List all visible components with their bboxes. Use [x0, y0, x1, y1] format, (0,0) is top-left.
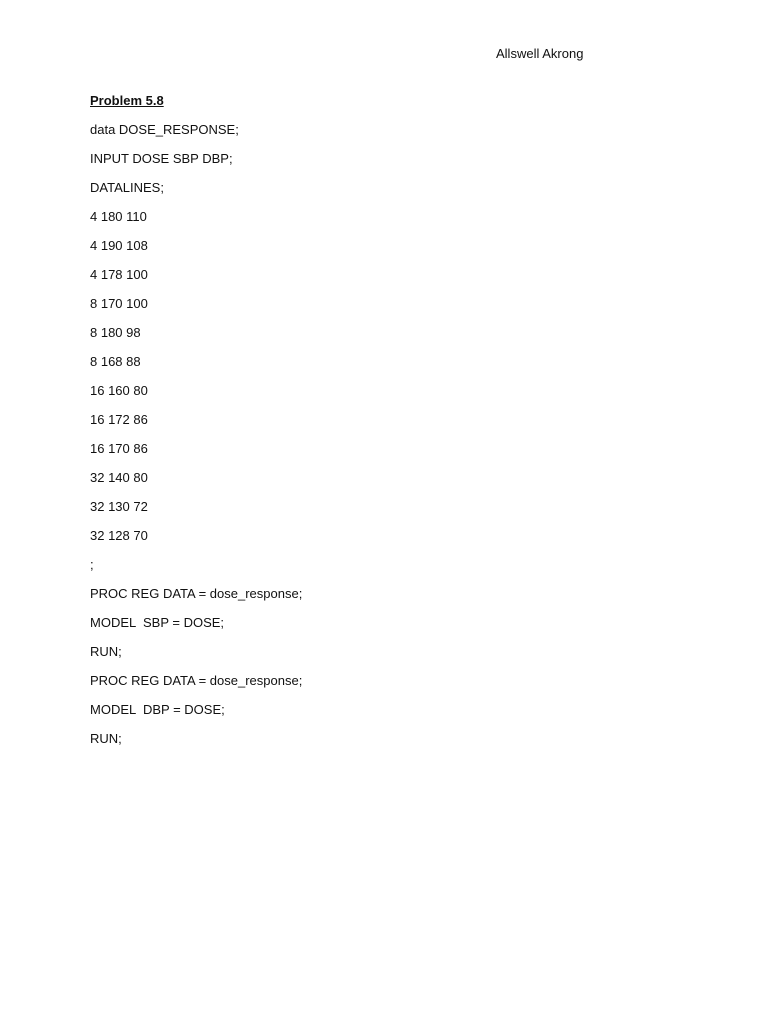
data-terminator: ;: [90, 557, 94, 572]
code-line: MODEL SBP = DOSE;: [90, 615, 225, 630]
code-line: RUN;: [90, 644, 122, 659]
author-name: Allswell Akrong: [496, 46, 584, 61]
data-row: 8 170 100: [90, 296, 148, 311]
data-row: 16 170 86: [90, 441, 148, 456]
code-line: data DOSE_RESPONSE;: [90, 122, 239, 137]
code-line: RUN;: [90, 731, 122, 746]
data-row: 8 168 88: [90, 354, 141, 369]
data-row: 32 130 72: [90, 499, 148, 514]
data-row: 32 128 70: [90, 528, 148, 543]
data-row: 8 180 98: [90, 325, 141, 340]
problem-heading: Problem 5.8: [90, 93, 164, 108]
data-row: 4 180 110: [90, 209, 147, 224]
code-line: DATALINES;: [90, 180, 164, 195]
data-row: 4 190 108: [90, 238, 148, 253]
data-row: 16 172 86: [90, 412, 148, 427]
document-body: [90, 92, 690, 759]
code-line: PROC REG DATA = dose_response;: [90, 586, 303, 601]
code-line: PROC REG DATA = dose_response;: [90, 673, 303, 688]
data-row: 4 178 100: [90, 267, 148, 282]
code-line: INPUT DOSE SBP DBP;: [90, 151, 233, 166]
code-line: MODEL DBP = DOSE;: [90, 702, 225, 717]
data-row: 32 140 80: [90, 470, 148, 485]
code-block: [90, 121, 690, 759]
data-row: 16 160 80: [90, 383, 148, 398]
